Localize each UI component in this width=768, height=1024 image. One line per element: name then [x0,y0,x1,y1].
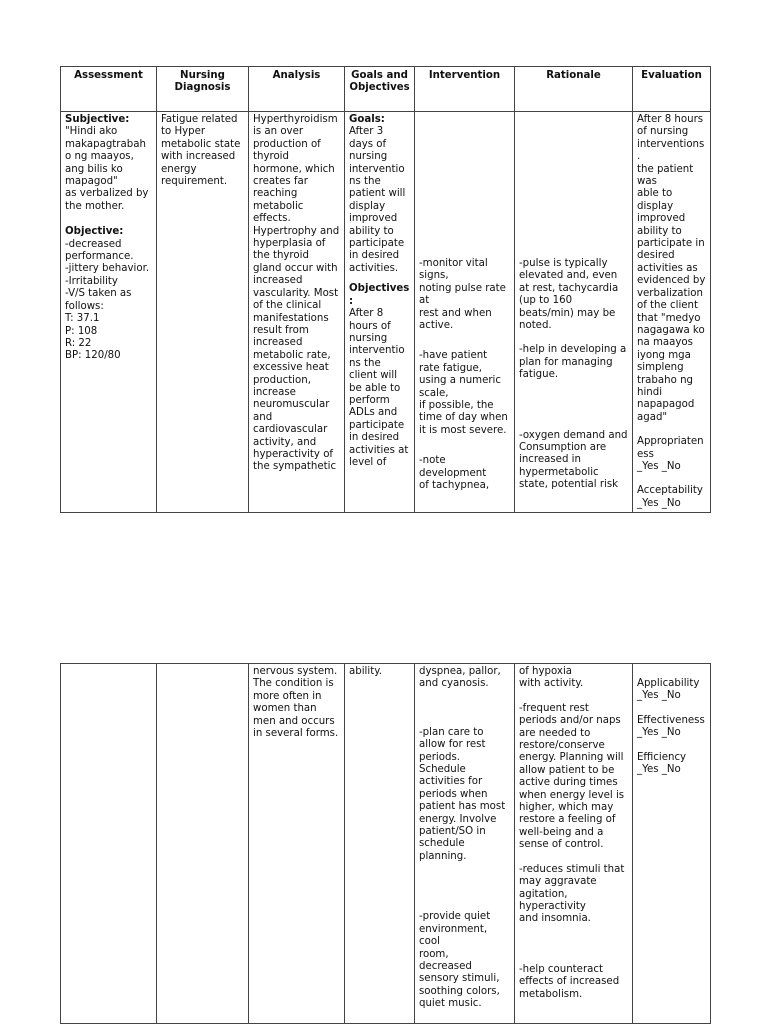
evaluation-applicability: Applicability _Yes _No [637,678,700,702]
intervention-item: -monitor vital signs, noting pulse rate at rest and when active. [419,258,506,332]
evaluation-efficiency: Efficiency _Yes _No [637,751,687,776]
header-intervention: Intervention [415,67,515,112]
objectives-label: Objectives: [349,283,410,307]
diagnosis-cell [157,664,249,1024]
rationale-item: of hypoxia with activity. [519,666,584,690]
intervention-item: -have patient rate fatigue, using a numeric scale, if possible, the time of day when it is most severe. [419,350,508,436]
evaluation-cell [633,664,711,1024]
diagnosis-cell [157,112,249,513]
assessment-cell [61,112,157,513]
intervention-item: dyspnea, pallor, and cyanosis. [419,666,504,690]
table-row [61,112,711,513]
rationale-item: -pulse is typically elevated and, even at rest, tachycardia (up to 160 beats/min) may be noted. [519,258,622,332]
header-goals-objectives: Goals and Objectives [345,67,415,112]
goals-text: ability. [349,666,383,677]
objective-label: Objective: [65,226,124,238]
rationale-item: -reduces stimuli that may aggravate agitation, hyperactivity and insomnia. [519,863,625,925]
goals-label: Goals: [349,114,385,125]
rationale-cell [515,664,633,1024]
header-evaluation: Evaluation [633,67,711,112]
care-plan-table-page1 [60,66,711,513]
analysis-text: nervous system. The condition is more often in women than men and occurs in several forms. [253,666,341,740]
diagnosis-text: Fatigue related to Hyper metabolic state with increased energy requirement. [161,114,244,188]
intervention-item: -note development of tachypnea, [419,455,490,492]
analysis-text: Hyperthyroidism is an over production of thyroid hormone, which creates far reaching metabolic effects. Hypertrophy and hyperplasia of the thyroid gland occur with increased vascularity. Most of the clinical manifestations result from increased metabolic rate, excessive heat production, increase neuromuscular and cardiovascular activity, and hyperactivity of the sympathetic [253,114,343,473]
analysis-cell [249,664,345,1024]
assessment-cell [61,664,157,1024]
rationale-item: -frequent rest periods and/or naps are needed to restore/conserve energy. Planning will allow patient to be active during times when energy level is higher, which may restore a feeling of well-being and a sense of control. [519,702,628,851]
evaluation-cell [633,112,711,513]
intervention-item: -provide quiet environment, cool room, decreased sensory stimuli, soothing colors, quiet music. [419,911,500,1010]
rationale-item: -oxygen demand and Consumption are increased in hypermetabolic state, potential risk [519,429,628,491]
goals-cell [345,664,415,1024]
table-row [61,664,711,1024]
evaluation-effectiveness: Effectiveness _Yes _No [637,714,705,739]
subjective-text: "Hindi ako makapagtrabaho ng maayos, ang bilis ko mapagod" as verbalized by the mother. [65,126,149,212]
rationale-cell [515,112,633,513]
evaluation-appropriateness: Appropriateness _Yes _No [637,436,704,472]
rationale-item: -help in developing a plan for managing fatigue. [519,344,630,381]
rationale-item: -help counteract effects of increased metabolism. [519,963,623,1000]
goals-text: After 3 days of nursing interventions the patient will display improved ability to participate in desired activities. [349,126,409,274]
evaluation-intro: After 8 hours of nursing interventions . the patient was able to display improved ability to participate in desired activities as evidenced by verbalization of the client that "medyo nagagawa ko na maayos iyong mga simpleng trabaho ng hindi napapagod agad" [637,114,706,423]
subjective-label: Subjective: [65,114,130,125]
objectives-text: After 8 hours of nursing interventions the client will be able to perform ADLs and participate in desired activities at level of [349,308,412,468]
analysis-cell [249,112,345,513]
header-assessment: Assessment [61,67,157,112]
header-row [61,67,711,112]
header-rationale: Rationale [515,67,633,112]
care-plan-table-page2 [60,663,711,1024]
evaluation-acceptability: Acceptability _Yes _No [637,485,703,509]
objective-text: -decreased performance. -jittery behavior. -Irritability -V/S taken as follows: T: 37.1 P: 108 R: 22 BP: 120/80 [65,238,150,362]
intervention-cell [415,112,515,513]
goals-cell [345,112,415,513]
intervention-cell [415,664,515,1024]
intervention-item: -plan care to allow for rest periods. Schedule activities for periods when patient has most energy. Involve patient/SO in schedule planning. [419,726,509,862]
header-nursing-diagnosis: Nursing Diagnosis [157,67,249,112]
header-analysis: Analysis [249,67,345,112]
